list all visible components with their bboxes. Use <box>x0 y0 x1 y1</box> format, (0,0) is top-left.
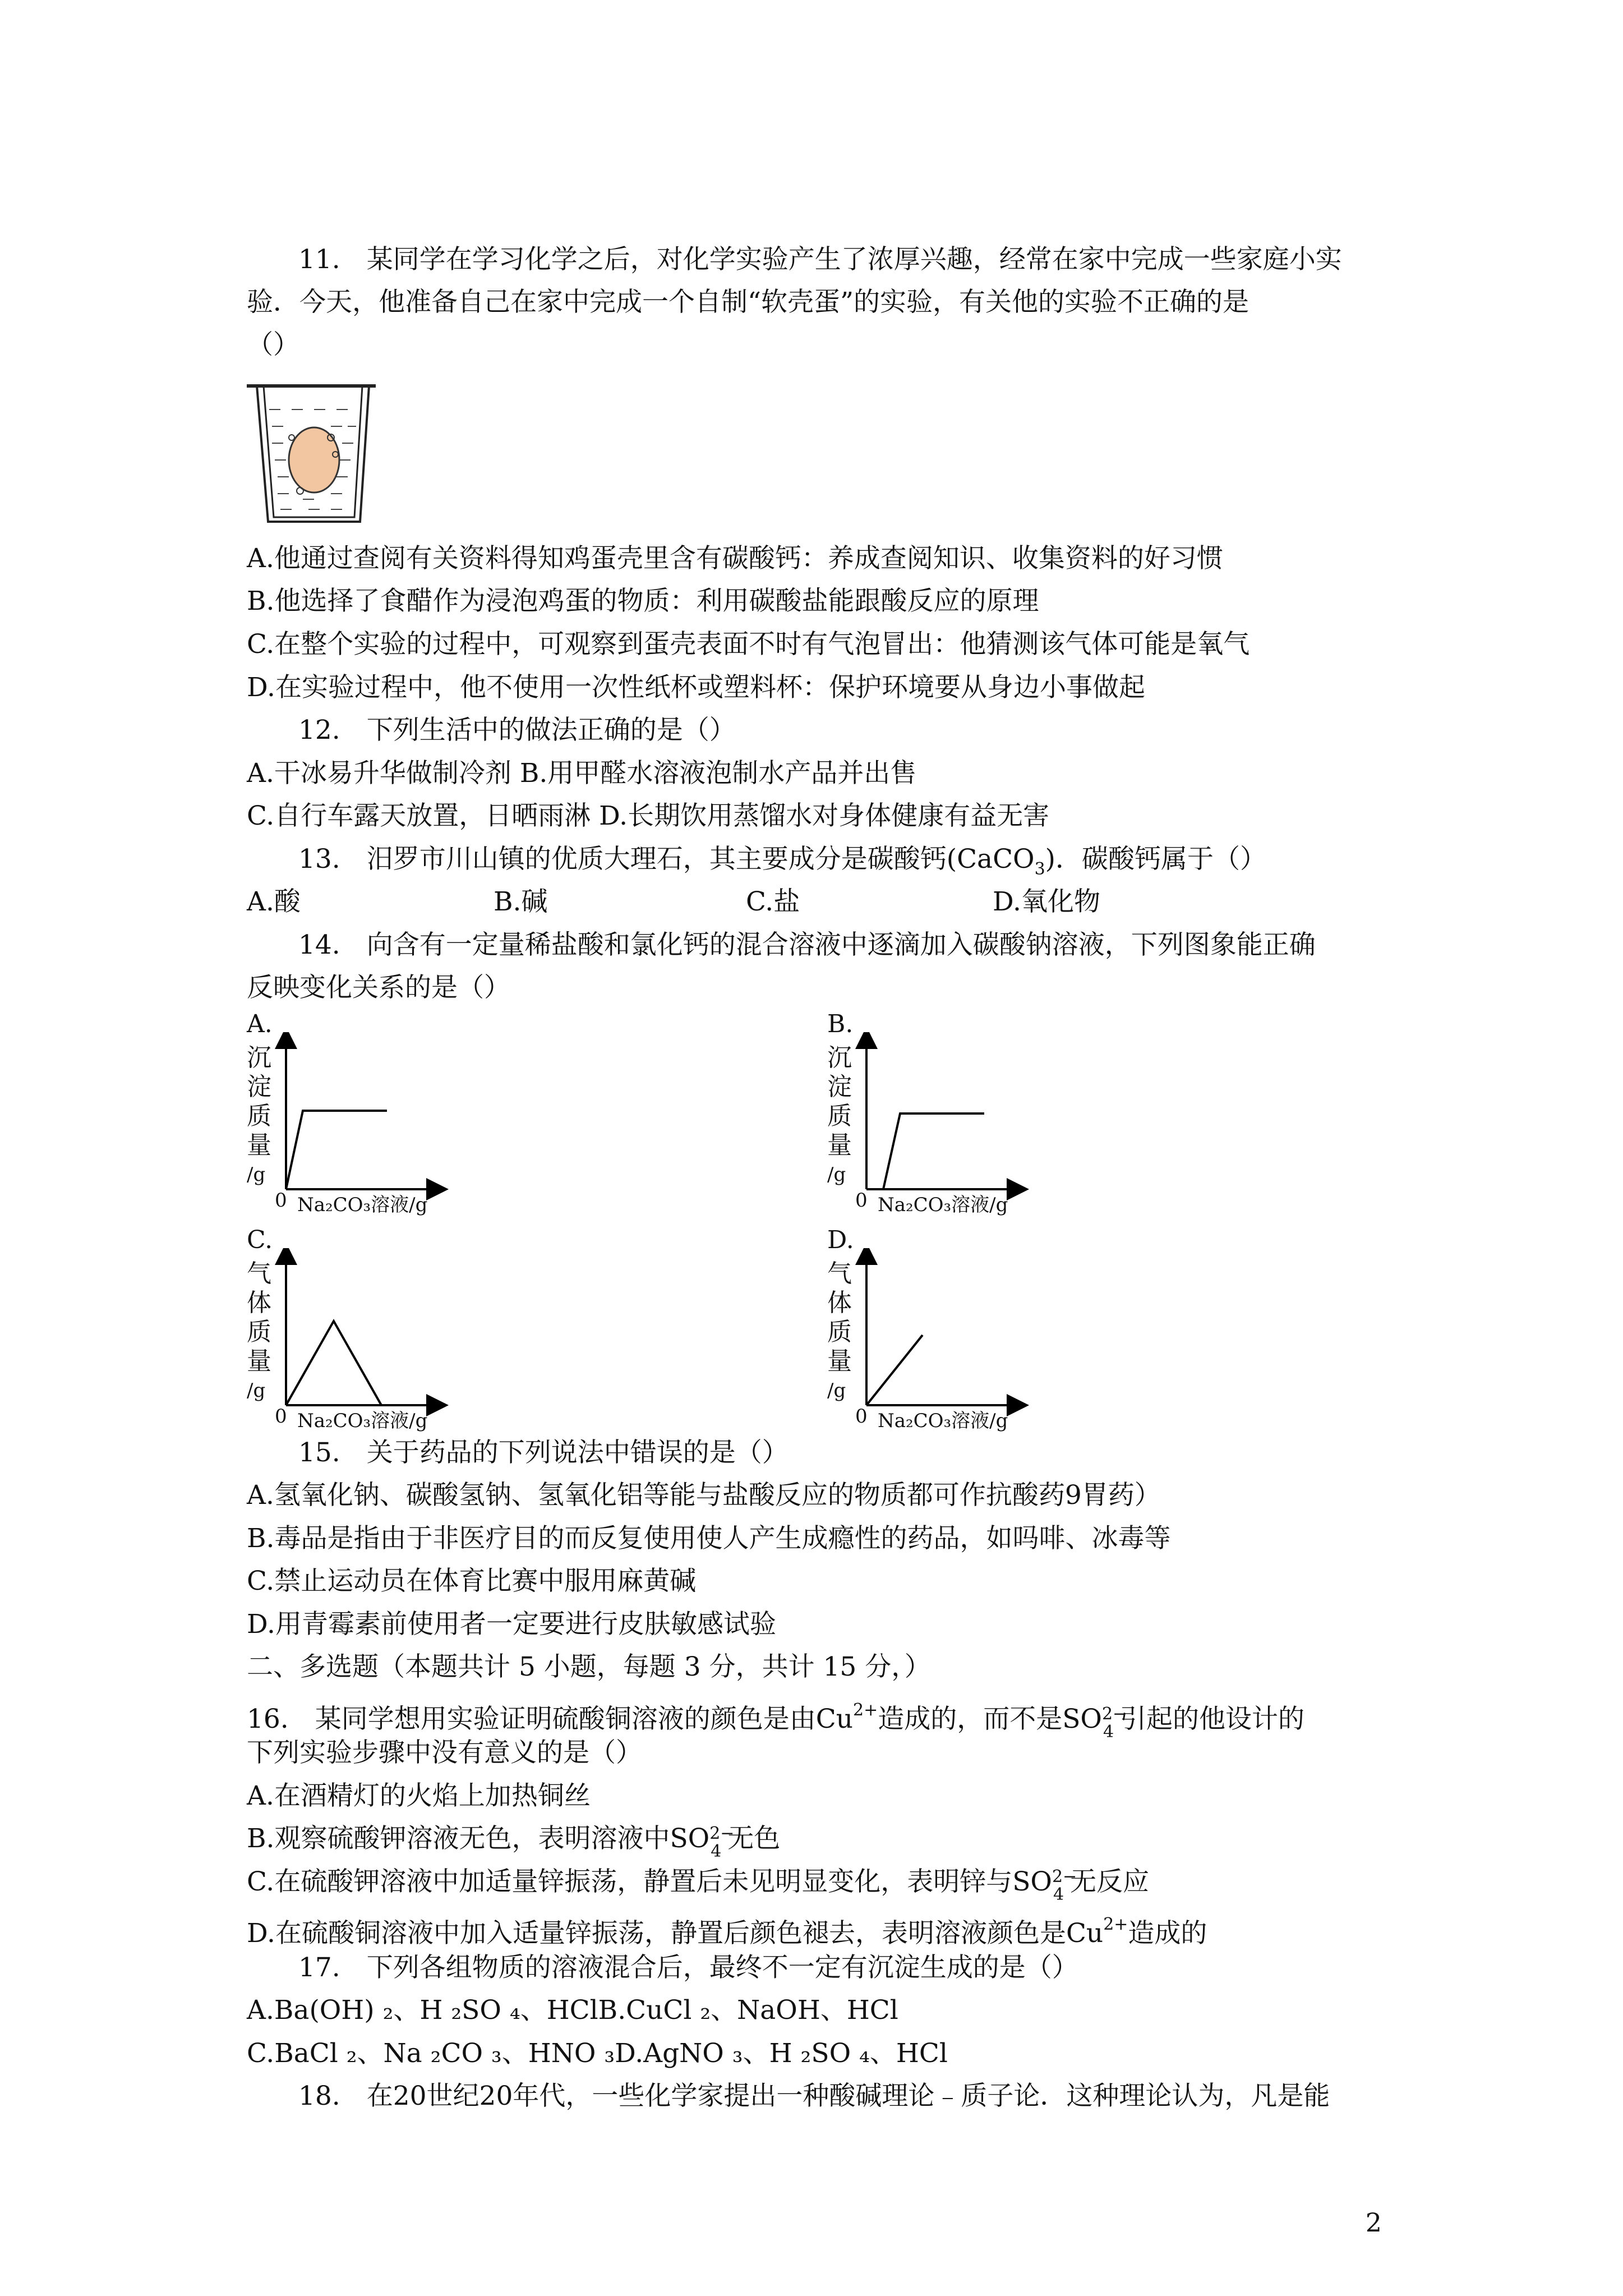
graph-b-curve <box>866 1114 984 1189</box>
beaker-egg-illustration <box>247 381 387 530</box>
q11-option-b: B.他选择了食醋作为浸泡鸡蛋的物质：利用碳酸盐能跟酸反应的原理 <box>247 586 1039 616</box>
graph-c-label: C. <box>247 1226 273 1254</box>
graph-a-origin: 0 <box>275 1189 287 1212</box>
q16-option-a: A.在酒精灯的火焰上加热铜丝 <box>247 1780 591 1811</box>
q13-option-a: A.酸 <box>247 886 301 917</box>
q14-stem-line2: 反映变化关系的是（） <box>247 972 510 1003</box>
q15-option-d: D.用青霉素前使用者一定要进行皮肤敏感试验 <box>247 1609 776 1640</box>
q15-stem: 15. 关于药品的下列说法中错误的是（） <box>298 1437 789 1468</box>
q16-option-b: B.观察硫酸钾溶液无色，表明溶液中SO 2− 4 无色 <box>247 1823 781 1861</box>
graph-c <box>247 1226 471 1439</box>
q11-stem-line2: 验．今天，他准备自己在家中完成一个自制“软壳蛋”的实验，有关他的实验不正确的是 <box>247 287 1249 318</box>
q17-options-ab: A.Ba(OH) ₂、H ₂SO ₄、HClB.CuCl ₂、NaOH、HCl <box>247 1995 898 2026</box>
q11-option-c: C.在整个实验的过程中，可观察到蛋壳表面不时有气泡冒出：他猜测该气体可能是氧气 <box>247 629 1250 660</box>
graph-d-label: D. <box>827 1226 854 1254</box>
graph-a-label: A. <box>247 1010 273 1038</box>
q11-stem-line3: （） <box>247 329 299 360</box>
q16-option-d: D.在硫酸铜溶液中加入适量锌振荡，静置后颜色褪去，表明溶液颜色是$Cu^{2+}$造成的 <box>247 1915 1207 1949</box>
graph-b <box>827 1010 1052 1223</box>
q16-option-c: C.在硫酸钾溶液中加适量锌振荡，静置后未见明显变化，表明锌与SO 2− 4 无反应 <box>247 1866 1149 1904</box>
q12-options-cd: C.自行车露天放置，日晒雨淋 D.长期饮用蒸馏水对身体健康有益无害 <box>247 800 1050 831</box>
graph-d-xlabel: Na₂CO₃溶液/g <box>878 1410 1008 1432</box>
q17-options-cd: C.BaCl ₂、Na ₂CO ₃、HNO ₃D.AgNO ₃、H ₂SO ₄、HCl <box>247 2038 948 2069</box>
q12-options-ab: A.干冰易升华做制冷剂 B.用甲醛水溶液泡制水产品并出售 <box>247 758 917 789</box>
page-number: 2 <box>1365 2207 1382 2238</box>
q11-option-d: D.在实验过程中，他不使用一次性纸杯或塑料杯：保护环境要从身边小事做起 <box>247 672 1145 703</box>
graph-c-curve <box>286 1321 381 1405</box>
graph-c-ylabel: 气 体 质 量 /g <box>247 1259 271 1402</box>
graph-b-label: B. <box>827 1010 854 1038</box>
q16-stem-line1: 16. 某同学想用实验证明硫酸铜溶液的颜色是由$Cu^{2+}$造成的，而不是SO 2− 4 引起的他设计的 <box>247 1700 1304 1742</box>
graph-d-ylabel: 气 体 质 量 /g <box>827 1259 852 1402</box>
graph-a-xlabel: Na₂CO₃溶液/g <box>297 1194 428 1216</box>
graph-a-ylabel: 沉 淀 质 量 /g <box>247 1043 271 1186</box>
q17-stem: 17. 下列各组物质的溶液混合后，最终不一定有沉淀生成的是（） <box>298 1952 1078 1983</box>
q11-option-a: A.他通过查阅有关资料得知鸡蛋壳里含有碳酸钙：养成查阅知识、收集资料的好习惯 <box>247 543 1223 574</box>
q16-stem-line2: 下列实验步骤中没有意义的是（） <box>247 1737 642 1768</box>
graph-c-xlabel: Na₂CO₃溶液/g <box>297 1410 428 1432</box>
graph-d-curve <box>866 1335 923 1405</box>
q13-option-c: C.盐 <box>746 886 800 917</box>
section-2-heading: 二、多选题（本题共计 5 小题，每题 3 分，共计 15 分，） <box>247 1651 931 1682</box>
q15-option-b: B.毒品是指由于非医疗目的而反复使用使人产生成瘾性的药品，如吗啡、冰毒等 <box>247 1523 1171 1554</box>
q13-option-b: B.碱 <box>494 886 548 917</box>
graph-d <box>827 1226 1052 1439</box>
q13-stem: 13. 汨罗市川山镇的优质大理石，其主要成分是碳酸钙(CaCO$_3$)．碳酸钙属于（） <box>298 844 1266 879</box>
graph-a <box>247 1010 471 1223</box>
q14-stem-line1: 14. 向含有一定量稀盐酸和氯化钙的混合溶液中逐滴加入碳酸钠溶液，下列图象能正确 <box>298 930 1316 960</box>
graph-b-xlabel: Na₂CO₃溶液/g <box>878 1194 1008 1216</box>
q11-stem-line1: 11. 某同学在学习化学之后，对化学实验产生了浓厚兴趣，经常在家中完成一些家庭小实 <box>298 244 1342 275</box>
graph-b-origin: 0 <box>855 1189 868 1212</box>
graph-a-curve <box>286 1111 387 1189</box>
q18-stem-line1: 18. 在20世纪20年代，一些化学家提出一种酸碱理论﹣质子论．这种理论认为，凡是能 <box>298 2081 1330 2111</box>
q15-option-c: C.禁止运动员在体育比赛中服用麻黄碱 <box>247 1566 697 1596</box>
graph-d-origin: 0 <box>855 1405 868 1428</box>
q15-option-a: A.氢氧化钠、碳酸氢钠、氢氧化铝等能与盐酸反应的物质都可作抗酸药9胃药） <box>247 1480 1161 1511</box>
graph-b-ylabel: 沉 淀 质 量 /g <box>827 1043 852 1186</box>
q12-stem: 12. 下列生活中的做法正确的是（） <box>298 715 736 746</box>
q13-option-d: D.氧化物 <box>993 886 1100 917</box>
graph-c-origin: 0 <box>275 1405 287 1428</box>
